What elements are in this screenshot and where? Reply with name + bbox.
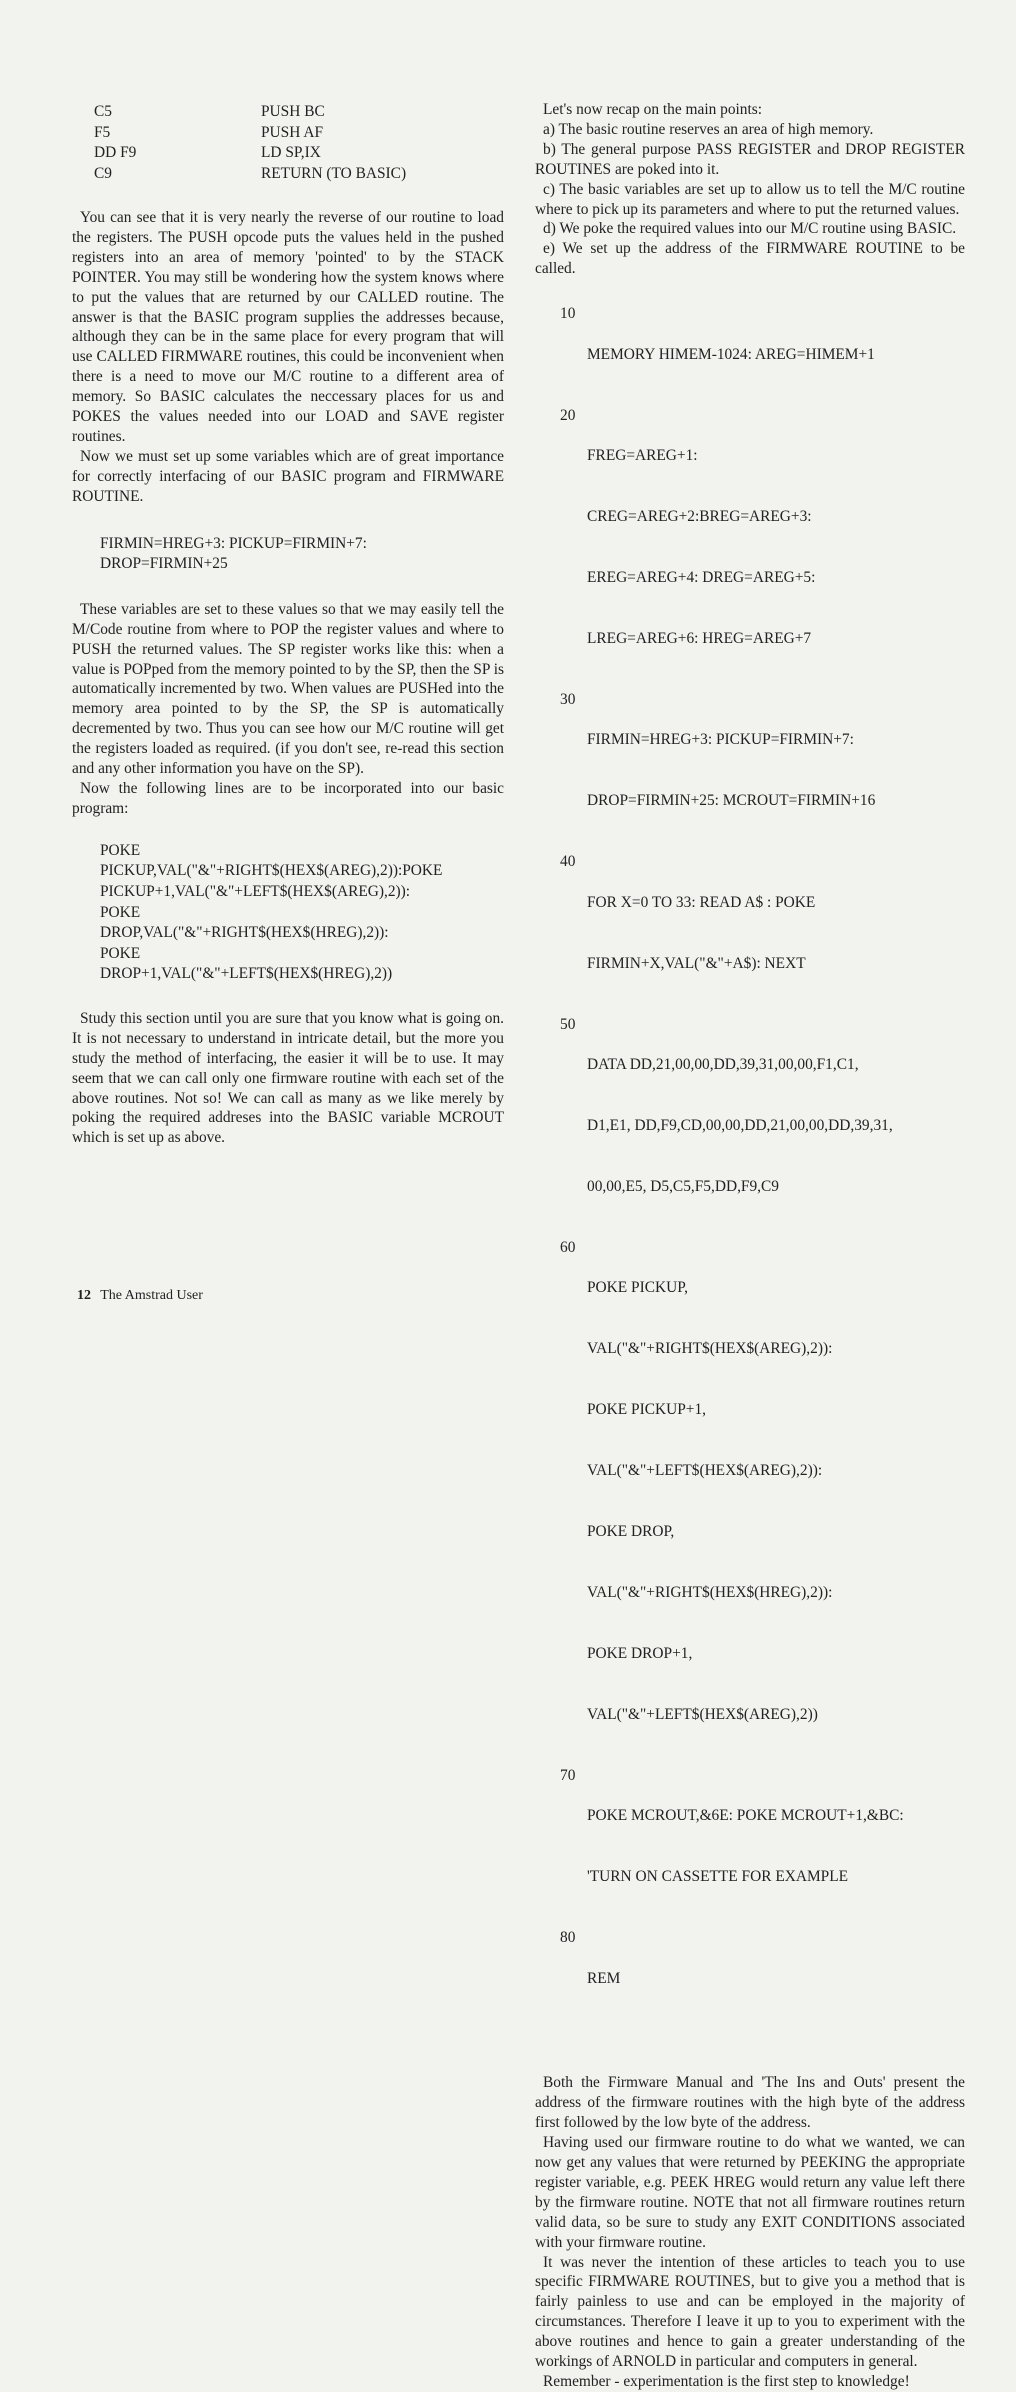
line-number: 20 (560, 406, 576, 424)
asm-row (94, 123, 504, 144)
code-line: POKE (100, 841, 141, 859)
recap-item: a) The basic routine reserves an area of high memory. (543, 120, 874, 138)
code-line: DROP+1,VAL("&"+LEFT$(HEX$(HREG),2)) (100, 965, 393, 983)
line-number: 60 (560, 1238, 576, 1256)
listing-line-50 (560, 1015, 965, 1238)
right-column (535, 96, 965, 2392)
listing-text: MEMORY HIMEM-1024: AREG=HIMEM+1 (587, 345, 875, 363)
asm-row (94, 102, 504, 123)
paragraph: You can see that it is very nearly the reverse of our routine to load the registers. The PUSH opcode puts the values held in the pushed registers into an area of memory 'pointed' to by the STACK POINTER. You may still be wondering how the system knows where to put the values that are returned by our CALLED routine. The answer is that the BASIC program supplies the addresses because, although they can be in the same place for every program that will use CALLED FIRMWARE routines, this could be inconvenient when there is a need to move our M/C routine to a different area of memory. So BASIC calculates the neccessary places for us and POKES the values needed into our LOAD and SAVE register routines. (72, 209, 504, 445)
asm-opcode: C5 (94, 103, 112, 120)
page-footer (77, 1288, 203, 1304)
listing-text: POKE PICKUP+1, (587, 1401, 706, 1419)
paragraph: Study this section until you are sure that you know what is going on. It is not necessary to understand in intricate detail, but the more you study the method of interfacing, the easier it will be to use. It may seem that we can call only one firmware routine with each set of the above routines. Not so! We can call as many as we like merely by poking the required addreses into the BASIC variable MCROUT which is set up as above. (72, 1009, 504, 1147)
listing-text: VAL("&"+RIGHT$(HEX$(AREG),2)): (587, 1340, 833, 1358)
code-line: FIRMIN=HREG+3: PICKUP=FIRMIN+7: (100, 534, 367, 552)
listing-text: FIRMIN+X,VAL("&"+A$): NEXT (587, 954, 806, 972)
recap-item: b) The general purpose PASS REGISTER and DROP REGISTER ROUTINES are poked into it. (535, 140, 965, 178)
assembly-listing (94, 102, 504, 184)
code-snippet (100, 841, 504, 985)
listing-line-10 (560, 304, 965, 405)
asm-instruction: RETURN (TO BASIC) (261, 164, 407, 182)
recap-item: d) We poke the required values into our M/C routine using BASIC. (543, 220, 957, 238)
listing-text: POKE DROP, (587, 1522, 675, 1540)
code-snippet (100, 534, 504, 575)
listing-text: 'TURN ON CASSETTE FOR EXAMPLE (587, 1868, 849, 1886)
listing-line-80 (560, 1928, 965, 2029)
code-line: PICKUP,VAL("&"+RIGHT$(HEX$(AREG),2)):POKE (100, 862, 443, 880)
listing-line-60 (560, 1238, 965, 1766)
paragraph: Now we must set up some variables which are of great importance for correctly interfacing of our BASIC program and FIRMWARE ROUTINE. (72, 447, 504, 505)
line-number: 50 (560, 1015, 576, 1033)
asm-instruction: PUSH BC (261, 103, 325, 120)
listing-text: VAL("&"+RIGHT$(HEX$(HREG),2)): (587, 1583, 833, 1601)
code-line: POKE (100, 903, 141, 921)
listing-text: FREG=AREG+1: (587, 447, 698, 465)
paragraph: Now the following lines are to be incorporated into our basic program: (72, 779, 504, 817)
asm-instruction: PUSH AF (261, 123, 324, 141)
recap-item: e) We set up the address of the FIRMWARE ROUTINE to be called. (535, 240, 965, 278)
closing-line: Remember - experimentation is the first step to knowledge! (543, 2372, 910, 2390)
left-column (72, 96, 504, 1148)
listing-text: CREG=AREG+2:BREG=AREG+3: (587, 508, 812, 526)
basic-listing (560, 304, 965, 2029)
code-line: DROP=FIRMIN+25 (100, 555, 228, 573)
listing-text: POKE PICKUP, (587, 1279, 688, 1297)
listing-text: POKE MCROUT,&6E: POKE MCROUT+1,&BC: (587, 1807, 904, 1825)
listing-text: DATA DD,21,00,00,DD,39,31,00,00,F1,C1, (587, 1056, 859, 1074)
listing-line-70 (560, 1766, 965, 1928)
asm-row (94, 143, 504, 164)
line-number: 80 (560, 1928, 576, 1946)
listing-text: LREG=AREG+6: HREG=AREG+7 (587, 629, 812, 647)
line-number: 40 (560, 853, 576, 871)
asm-opcode: F5 (94, 123, 111, 141)
code-line: PICKUP+1,VAL("&"+LEFT$(HEX$(AREG),2)): (100, 882, 411, 900)
listing-text: VAL("&"+LEFT$(HEX$(AREG),2)) (587, 1705, 818, 1723)
line-number: 10 (560, 305, 576, 323)
code-line: POKE (100, 944, 141, 962)
listing-line-20 (560, 406, 965, 690)
paragraph: Having used our firmware routine to do what we wanted, we can now get any values that were returned by PEEKING the appropriate register variable, e.g. PEEK HREG would return any value left there by the firmware routine. NOTE that not all firmware routines return valid data, so be sure to study any EXIT CONDITIONS associated with your firmware routine. (535, 2134, 965, 2251)
listing-text: REM (587, 1969, 621, 1987)
listing-text: 00,00,E5, D5,C5,F5,DD,F9,C9 (587, 1177, 779, 1195)
asm-row (94, 164, 504, 185)
publication-name: The Amstrad User (100, 1288, 203, 1303)
line-number: 70 (560, 1766, 576, 1784)
asm-instruction: LD SP,IX (261, 144, 321, 161)
asm-opcode: DD F9 (94, 144, 137, 161)
page-number: 12 (77, 1288, 91, 1303)
listing-text: DROP=FIRMIN+25: MCROUT=FIRMIN+16 (587, 792, 876, 810)
listing-text: FIRMIN=HREG+3: PICKUP=FIRMIN+7: (587, 731, 854, 749)
code-line: DROP,VAL("&"+RIGHT$(HEX$(HREG),2)): (100, 924, 389, 942)
listing-text: VAL("&"+LEFT$(HEX$(AREG),2)): (587, 1462, 823, 1480)
paragraph: These variables are set to these values so that we may easily tell the M/Code routine from where to POP the register values and where to PUSH the returned values. The SP register works like this: when a value is POPped from the memory pointed to by the SP, then the SP is automatically incremented by two. When values are PUSHed into the memory area pointed to by the SP, the SP is automatically decremented by two. Thus you can see how our M/C routine will get the registers loaded as required. (if you don't see, re-read this section and any other information you have on the SP). (72, 600, 504, 778)
listing-text: FOR X=0 TO 33: READ A$ : POKE (587, 893, 816, 911)
line-number: 30 (560, 690, 576, 708)
listing-line-40 (560, 852, 965, 1014)
asm-opcode: C9 (94, 164, 112, 182)
listing-text: EREG=AREG+4: DREG=AREG+5: (587, 569, 816, 587)
listing-line-30 (560, 690, 965, 852)
paragraph: It was never the intention of these articles to teach you to use specific FIRMWARE ROUTINES, but to give you a method that is fairly painless to use and can be employed in the majority of circumstances. Therefore I leave it up to you to experiment with the above routines and hence to gain a greater understanding of the workings of ARNOLD in particular and computers in general. (535, 2253, 965, 2371)
recap-intro: Let's now recap on the main points: (543, 101, 763, 118)
listing-text: POKE DROP+1, (587, 1644, 693, 1662)
listing-text: D1,E1, DD,F9,CD,00,00,DD,21,00,00,DD,39,31, (587, 1117, 893, 1135)
paragraph: Both the Firmware Manual and 'The Ins and Outs' present the address of the firmware routines with the high byte of the address first followed by the low byte of the address. (535, 2074, 965, 2132)
recap-item: c) The basic variables are set up to allow us to tell the M/C routine where to pick up its parameters and where to put the returned values. (535, 180, 965, 218)
